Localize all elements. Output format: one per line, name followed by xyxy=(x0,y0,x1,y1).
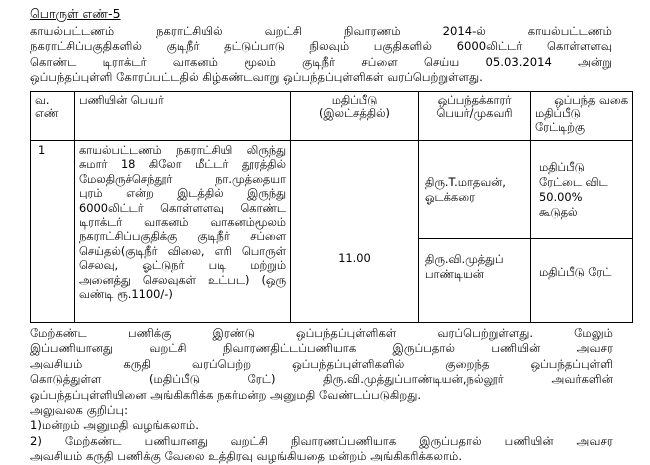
header-line: பெயர்/முகவரி xyxy=(436,106,513,121)
word: கொண்ட xyxy=(240,200,286,215)
word: விலை, xyxy=(167,243,205,258)
body-paragraph xyxy=(30,326,613,465)
word: மற்றும் xyxy=(250,258,286,273)
contractor-line: பாண்டியன் xyxy=(425,266,484,281)
work-description-cell xyxy=(75,141,291,323)
word: செலவுகள் xyxy=(142,272,196,287)
rate-cell xyxy=(531,141,633,239)
rate-line: மதிப்பீடு xyxy=(539,159,585,174)
word: அவர்களின் xyxy=(551,372,613,387)
word: குடிநீர் xyxy=(197,229,230,244)
intro-line xyxy=(30,24,612,39)
body-line xyxy=(30,418,613,433)
header-line: (இலட்சத்தில்) xyxy=(318,106,390,121)
word: படி xyxy=(208,258,227,273)
word: மீட்டர் xyxy=(195,157,229,172)
word: வறட்சி xyxy=(264,24,302,38)
header-line: பணியின் பெயர் xyxy=(79,93,164,107)
table-header-row xyxy=(31,92,633,141)
word: டிராக்டர் xyxy=(79,215,123,230)
word: சுமார் xyxy=(79,157,108,172)
rate-cell xyxy=(531,239,633,323)
word: இப்பணியானது xyxy=(30,341,114,356)
word: புரம் xyxy=(79,186,103,201)
word: பணிக்கு xyxy=(127,326,172,340)
word: திரு.வி.முத்துப்பாண்டியன்,நல்லூர் xyxy=(323,372,504,387)
desc-line xyxy=(79,244,286,258)
word: அலுவலக குறிப்பு: xyxy=(30,403,129,418)
word: குறைந்த xyxy=(445,356,490,371)
word: நகராட்சியில் xyxy=(156,24,223,38)
body-line xyxy=(30,449,613,464)
header-line: ரேட்டிற்கு xyxy=(535,119,585,134)
word: என்ற xyxy=(126,186,154,201)
desc-line xyxy=(79,186,286,200)
word: நிவாரணம் xyxy=(343,24,401,38)
word: மேலதிருச்செந்தூர் xyxy=(79,171,173,186)
word: 05.03.2014 xyxy=(485,54,552,69)
header-line: ஒப்பந்த வகை xyxy=(554,93,628,107)
header-serial-number xyxy=(31,92,75,141)
word: வறட்சி xyxy=(149,341,187,356)
word: இரண்டு xyxy=(212,326,255,340)
word: வண்டி ரூ.1100/-) xyxy=(79,287,173,302)
word: தூரத்தில் xyxy=(241,157,286,172)
word: மூலம் xyxy=(244,54,276,69)
header-line: மதிப்பீடு xyxy=(331,93,378,107)
word: அனைத்து xyxy=(79,272,131,287)
desc-line xyxy=(79,215,286,229)
word: அவசியம் கருதி பணிக்கு வேலை உத்திரவு வழங்கியதை மன்றம் அங்கிகரிக்கலாம். xyxy=(30,449,463,464)
word: கொண்ட xyxy=(30,54,77,69)
word: சப்ளை xyxy=(250,229,286,244)
word: (மதிப்பீடு xyxy=(148,372,200,387)
word: டிராக்டர் xyxy=(102,54,147,69)
word: கருதி xyxy=(123,356,151,371)
contractor-cell xyxy=(419,239,531,323)
word: ஓட்டுநர் xyxy=(142,258,185,273)
word: ஒப்பந்தப்புள்ளிகள் xyxy=(296,326,397,340)
word: வாகனம் xyxy=(172,54,218,69)
contractor-line: திரு.வி.முத்துப் xyxy=(425,252,504,266)
body-line xyxy=(30,341,613,356)
word: ஒப்பந்தப்புள்ளி கோரப்பட்டதில் கிழ்கண்டவாறு ஒப்பந்தப்புள்ளிகள் வரப்பெற்றுள்ளது. xyxy=(30,70,483,85)
word: 1)மன்றம் அனுமதி வழங்கலாம். xyxy=(30,418,199,433)
estimate-value: 11.00 xyxy=(338,251,371,265)
header-line: மதிப்பீடு xyxy=(535,106,581,121)
word: தட்டுப்பாடு xyxy=(224,39,285,54)
word: அவசர xyxy=(576,341,613,356)
word: பணியின் xyxy=(504,433,554,448)
header-contractor xyxy=(419,92,531,141)
serial-number: 1 xyxy=(38,143,46,157)
word: எரி xyxy=(214,243,232,258)
word: இருப்பதால் xyxy=(392,341,456,356)
header-rate xyxy=(531,92,633,141)
intro-line xyxy=(30,70,612,85)
header-estimate xyxy=(291,92,419,141)
word: செலவு, xyxy=(79,258,119,273)
word: நகராட்சியி xyxy=(176,143,233,157)
word: சப்ளை xyxy=(361,54,398,69)
header-work-name xyxy=(75,92,291,141)
word: காயல்பட்டணம் xyxy=(30,24,115,38)
word: அவசியம் xyxy=(30,356,83,371)
desc-line xyxy=(79,229,286,243)
word: அவசர xyxy=(576,433,613,448)
desc-line xyxy=(79,143,286,157)
word: கிலோ xyxy=(148,157,182,172)
contractor-line: திரு.T.மாதவன், xyxy=(425,175,506,189)
word: வாகனம்மூலம் xyxy=(210,215,286,230)
word: 2014-ல் xyxy=(442,24,486,38)
word: ஒப்பந்தப்புள்ளிகளில் xyxy=(292,356,405,371)
desc-line xyxy=(79,201,286,215)
word: கொள்ளளவு xyxy=(546,39,612,54)
word: வறட்சி xyxy=(230,433,268,448)
header-line: வ. xyxy=(35,93,50,107)
word: பகுதிகளில் xyxy=(373,39,432,54)
serial-number-cell xyxy=(31,141,75,323)
word: செய்ய xyxy=(423,54,460,69)
header-line: ஒப்பந்தக்காரர் xyxy=(437,93,512,107)
word: பொருள் xyxy=(241,243,286,258)
table-row xyxy=(31,141,633,239)
word: உட்பட) xyxy=(208,272,250,287)
word: வரப்பெற்றுள்ளது. xyxy=(437,326,534,340)
subject-number-heading: பொருள் எண்-5 xyxy=(30,6,121,21)
word: 6000லிட்டர் xyxy=(456,39,523,54)
word: மேற்கண்ட xyxy=(64,433,122,448)
word: கொடுத்துள்ள xyxy=(30,372,102,387)
body-line xyxy=(30,434,613,449)
rate-line: மதிப்பீடு ரேட் xyxy=(539,265,612,279)
word: (ஒரு xyxy=(261,272,286,287)
word: நிவாரணதிட்டப்பணியாக xyxy=(222,341,357,356)
rate-line: கூடுதல் xyxy=(539,204,578,219)
rate-line: 50.00% xyxy=(539,189,583,204)
word: செய்தல்(குடிநீர் xyxy=(79,243,158,258)
intro-line xyxy=(30,55,612,70)
desc-line xyxy=(79,287,286,301)
word: இடத்தில் xyxy=(177,186,224,201)
word: அன்று xyxy=(578,54,612,69)
word: காயல்பட்டணம் xyxy=(527,24,612,38)
body-line xyxy=(30,388,613,403)
header-line: எண் xyxy=(35,106,59,121)
contractor-line: ஓடக்கரை xyxy=(425,189,475,204)
word: நகராட்சிப்பகுதிக்கு xyxy=(79,229,178,244)
word: இருப்பதால் xyxy=(419,433,482,448)
word: 2) xyxy=(30,433,42,448)
tender-table xyxy=(30,91,633,323)
word: வரப்பெற்ற xyxy=(191,356,252,371)
desc-line xyxy=(79,258,286,272)
body-line xyxy=(30,326,613,341)
word: பணியானது xyxy=(144,433,208,448)
word: வாகனம் xyxy=(144,215,189,230)
word: நா.முத்தையா xyxy=(215,171,286,186)
intro-paragraph xyxy=(30,24,612,86)
word: ஒப்பந்தப்புள்ளி xyxy=(530,356,613,371)
word: மேற்கண்ட xyxy=(30,326,87,340)
desc-line xyxy=(79,172,286,186)
desc-line xyxy=(79,273,286,287)
contractor-cell xyxy=(419,141,531,239)
word: மேலும் xyxy=(574,326,613,340)
word: பணியின் xyxy=(491,341,541,356)
word: நிலவும் xyxy=(309,39,350,54)
word: 18 xyxy=(120,157,136,172)
rate-line: ரேட்டை விட xyxy=(539,174,608,189)
word: நகராட்சிப்பகுதிகளில் xyxy=(30,39,143,54)
estimate-cell xyxy=(291,141,419,323)
word: இருந்து xyxy=(247,186,286,201)
word: நிவாரணப்பணியாக xyxy=(290,433,397,448)
word: குடிநீர் xyxy=(166,39,200,54)
body-line xyxy=(30,403,613,418)
word: காயல்பட்டணம் xyxy=(79,143,162,157)
word: ரேட்) xyxy=(247,372,276,387)
word: குடிநீர் xyxy=(302,54,336,69)
desc-line xyxy=(79,157,286,171)
work-description xyxy=(75,141,290,303)
word: 6000லிட்டர் xyxy=(79,200,144,215)
word: ஒப்பந்தப்புள்ளியினை அங்கிகரிக்க நகர்மன்ற அனுமதி வேண்டப்படுகிறது. xyxy=(30,387,422,402)
word: கொள்ளளவு xyxy=(160,200,224,215)
body-line xyxy=(30,357,613,372)
body-line xyxy=(30,372,613,387)
intro-line xyxy=(30,39,612,54)
word: லிருந்து xyxy=(246,143,286,157)
